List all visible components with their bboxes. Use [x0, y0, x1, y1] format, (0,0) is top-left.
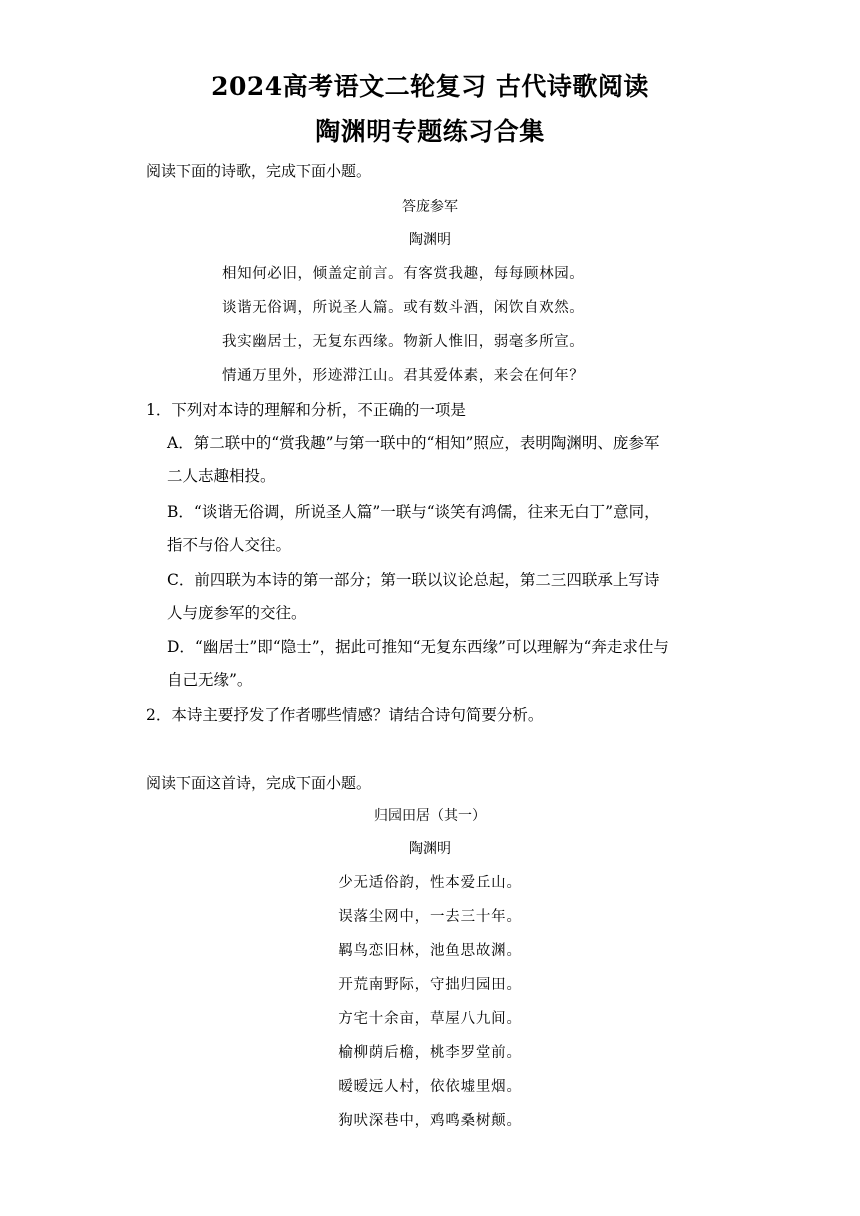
option-a-line-2: 二人志趣相投。: [167, 467, 276, 485]
option-d-line-2: 自己无缘”。: [167, 671, 253, 689]
option-c-line-1: C．前四联为本诗的第一部分；第一联以议论总起，第二三四联承上写诗: [167, 571, 660, 589]
option-b-line-2: 指不与俗人交往。: [167, 536, 292, 554]
section2-poem-author: 陶渊明: [409, 841, 451, 857]
section2-poem-line: 方宅十余亩，草屋八九间。: [338, 1011, 522, 1027]
question-1: 1．下列对本诗的理解和分析，不正确的一项是: [146, 401, 466, 419]
option-a-line-1: A．第二联中的“赏我趣”与第一联中的“相知”照应，表明陶渊明、庞参军: [167, 434, 660, 452]
section1-poem-line: 谈谐无俗调，所说圣人篇。或有数斗酒，闲饮自欢然。: [222, 300, 585, 316]
section2-poem-line: 开荒南野际，守拙归园田。: [338, 977, 522, 993]
option-c-line-2: 人与庞参军的交往。: [167, 604, 307, 622]
option-b-line-1: B．“谈谐无俗调，所说圣人篇”一联与“谈笑有鸿儒，往来无白丁”意同，: [167, 503, 660, 521]
section1-poem-line: 情通万里外，形迹滞江山。君其爱体素，来会在何年？: [222, 368, 585, 384]
question-2: 2．本诗主要抒发了作者哪些情感？请结合诗句简要分析。: [146, 706, 544, 724]
section1-poem-title: 答庞参军: [402, 199, 458, 215]
section2-poem-line: 榆柳荫后檐，桃李罗堂前。: [338, 1045, 522, 1061]
section1-poem-author: 陶渊明: [409, 232, 451, 248]
section2-poem-line: 狗吠深巷中，鸡鸣桑树颠。: [338, 1113, 522, 1129]
section2-poem-title: 归园田居（其一）: [374, 808, 486, 824]
section2-prompt: 阅读下面这首诗，完成下面小题。: [146, 774, 372, 792]
section1-poem-line: 我实幽居士，无复东西缘。物新人惟旧，弱毫多所宣。: [222, 334, 585, 350]
section2-poem-line: 误落尘网中，一去三十年。: [338, 909, 522, 925]
section1-prompt: 阅读下面的诗歌，完成下面小题。: [146, 162, 372, 180]
option-d-line-1: D．“幽居士”即“隐士”，据此可推知“无复东西缘”可以理解为“奔走求仕与: [167, 638, 669, 656]
document-title-line-1: 2024高考语文二轮复习 古代诗歌阅读: [211, 72, 649, 101]
section1-poem-line: 相知何必旧，倾盖定前言。有客赏我趣，每每顾林园。: [222, 266, 585, 282]
section2-poem-line: 暧暧远人村，依依墟里烟。: [338, 1079, 522, 1095]
document-title-line-2: 陶渊明专题练习合集: [315, 117, 545, 146]
section2-poem-line: 羁鸟恋旧林，池鱼思故渊。: [338, 943, 522, 959]
section2-poem-line: 少无适俗韵，性本爱丘山。: [338, 875, 522, 891]
